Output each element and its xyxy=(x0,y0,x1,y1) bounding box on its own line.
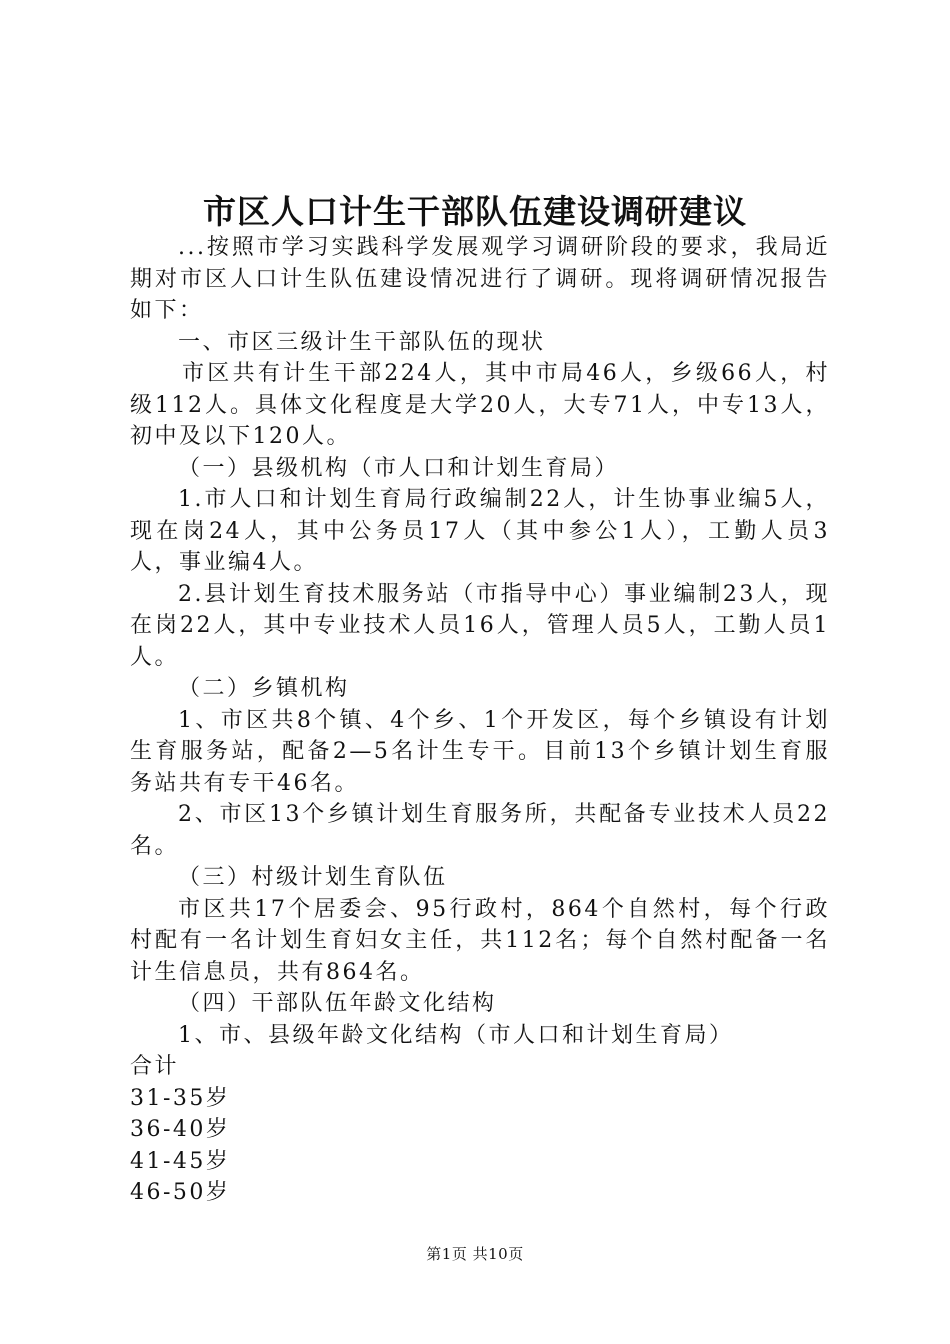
paragraph-structure-item-1: 1、市、县级年龄文化结构（市人口和计划生育局） xyxy=(178,1022,734,1048)
subsection-heading-county: （一）县级机构（市人口和计划生育局） xyxy=(178,455,620,481)
paragraph-county-item-1: 1.市人口和计划生育局行政编制22人，计生协事业编5人，现在岗24人，其中公务员17人（其中参公1人），工勤人员3人，事业编4人。 xyxy=(130,487,830,575)
paragraph-township-item-1: 1、市区共8个镇、4个乡、1个开发区，每个乡镇设有计划生育服务站，配备2—5名计生专干。目前13个乡镇计划生育服务站共有专干46名。 xyxy=(130,707,830,796)
subsection-heading-township: （二）乡镇机构 xyxy=(178,676,350,701)
paragraph-staff-summary: 市区共有计生干部224人，其中市局46人，乡级66人，村级112人。具体文化程度是大学20人，大专71人，中专13人，初中及以下120人。 xyxy=(130,361,830,449)
subsection-heading-structure: （四）干部队伍年龄文化结构 xyxy=(178,991,497,1016)
section-heading-1: 一、市区三级计生干部队伍的现状 xyxy=(178,329,546,355)
paragraph-village: 市区共17个居委会、95行政村，864个自然村，每个行政村配有一名计划生育妇女主任，共112名；每个自然村配备一名计生信息员，共有864名。 xyxy=(130,896,830,985)
list-line-age-31-35: 31-35岁 xyxy=(130,1085,231,1111)
list-line-age-46-50: 46-50岁 xyxy=(130,1180,231,1205)
intro-paragraph: ...按照市学习实践科学发展观学习调研阶段的要求，我局近期对市区人口计生队伍建设情况进行了调研。现将调研情况报告如下： xyxy=(130,235,830,323)
document-title: 市区人口计生干部队伍建设调研建议 xyxy=(203,192,747,231)
page-footer: 第1页 共10页 xyxy=(426,1245,524,1263)
list-line-total: 合计 xyxy=(130,1054,180,1079)
subsection-heading-village: （三）村级计划生育队伍 xyxy=(178,865,448,890)
paragraph-county-item-2: 2.县计划生育技术服务站（市指导中心）事业编制23人，现在岗22人，其中专业技术人员16人，管理人员5人，工勤人员1人。 xyxy=(130,581,830,670)
list-line-age-41-45: 41-45岁 xyxy=(130,1148,231,1174)
paragraph-township-item-2: 2、市区13个乡镇计划生育服务所，共配备专业技术人员22名。 xyxy=(130,802,830,859)
document-body xyxy=(130,232,830,1209)
list-line-age-36-40: 36-40岁 xyxy=(130,1117,231,1142)
